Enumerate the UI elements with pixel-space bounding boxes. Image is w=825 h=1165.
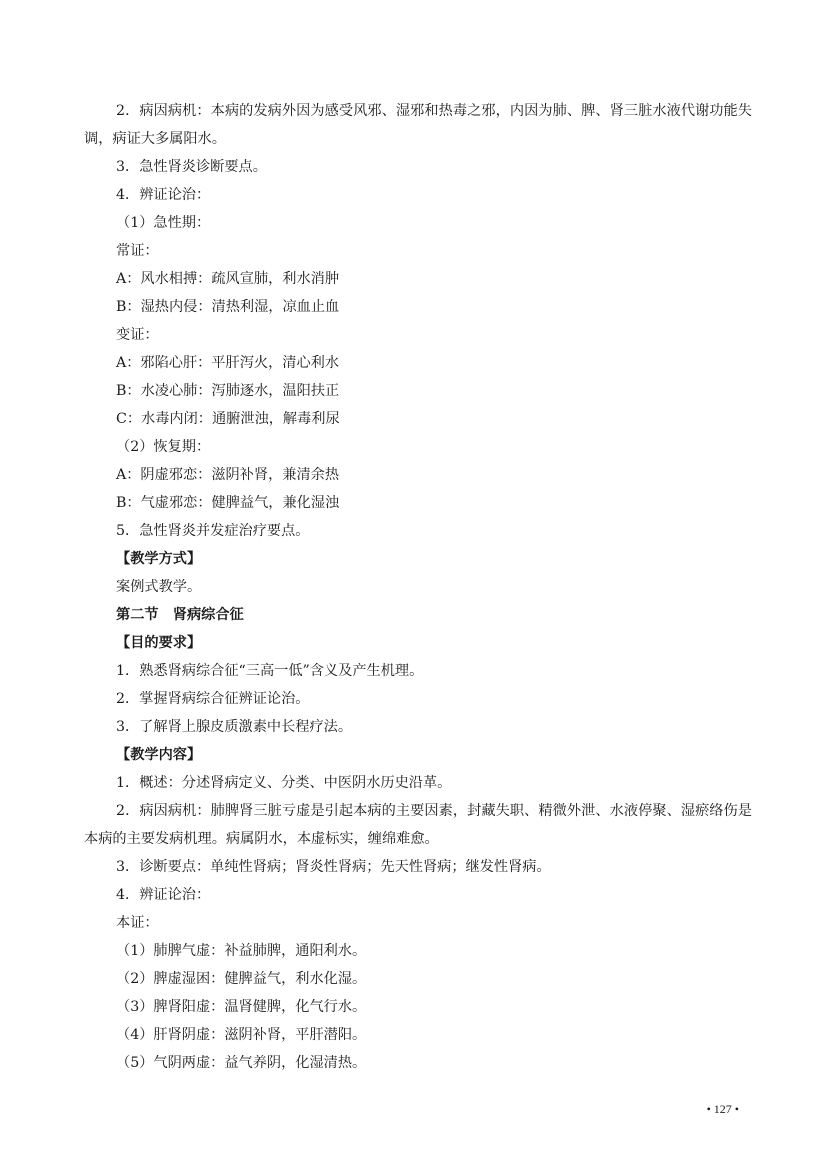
text-line: 本证： [116,915,159,931]
text-line: B：气虚邪恋：健脾益气，兼化湿浊 [116,495,340,511]
text-line: A：阴虚邪恋：滋阴补肾，兼清余热 [116,467,340,483]
pathogenesis-paragraph: 2．病因病机：本病的发病外因为感受风邪、湿邪和热毒之邪，内因为肺、脾、肾三脏水液代谢功能失调，病证大多属阳水。 [84,103,752,147]
text-line: C：水毒内闭：通腑泄浊，解毒利尿 [116,411,340,427]
text-line: 案例式教学。 [116,579,202,595]
text-line: 3．急性肾炎诊断要点。 [116,159,267,175]
text-line: 变证： [116,327,159,343]
text-line: 2．掌握肾病综合征辨证论治。 [116,691,310,707]
text-line: 4．辨证论治： [116,887,211,903]
chapter-section-title: 第二节 肾病综合征 [116,607,244,623]
section-heading: 【教学方式】 [116,551,202,567]
text-line: 1．概述：分述肾病定义、分类、中医阴水历史沿革。 [116,775,452,791]
text-line: 3．了解肾上腺皮质激素中长程疗法。 [116,719,353,735]
text-line: （1）急性期： [116,215,211,231]
page-number: • 127 • [706,1102,739,1116]
text-line: 5．急性肾炎并发症治疗要点。 [116,523,310,539]
text-line: 常证： [116,243,159,259]
text-line: 4．辨证论治： [116,187,211,203]
text-line: A：邪陷心肝：平肝泻火，清心利水 [116,355,340,371]
text-line: （5）气阴两虚：益气养阴，化湿清热。 [116,1055,367,1071]
text-line: （2）脾虚湿困：健脾益气，利水化湿。 [116,971,367,987]
text-line: A：风水相搏：疏风宣肺，利水消肿 [116,271,340,287]
text-line: （4）肝肾阴虚：滋阴补肾，平肝潜阳。 [116,1027,367,1043]
text-line: 3．诊断要点：单纯性肾病；肾炎性肾病；先天性肾病；继发性肾病。 [116,859,551,875]
text-line: （2）恢复期： [116,439,211,455]
text-line: （3）脾肾阳虚：温肾健脾，化气行水。 [116,999,367,1015]
text-line: （1）肺脾气虚：补益肺脾，通阳利水。 [116,943,367,959]
pathogenesis-paragraph: 2．病因病机：肺脾肾三脏亏虚是引起本病的主要因素，封藏失职、精微外泄、水液停聚、湿瘀络伤是本病的主要发病机理。病属阴水，本虚标实，缠绵难愈。 [84,803,752,847]
text-body [84,97,752,1077]
text-line: B：湿热内侵：清热利湿，凉血止血 [116,299,340,315]
section-heading: 【教学内容】 [116,747,202,763]
text-line: 1．熟悉肾病综合征“三高一低”含义及产生机理。 [116,663,424,679]
section-heading: 【目的要求】 [116,635,202,651]
text-line: B：水凌心肺：泻肺逐水，温阳扶正 [116,383,340,399]
